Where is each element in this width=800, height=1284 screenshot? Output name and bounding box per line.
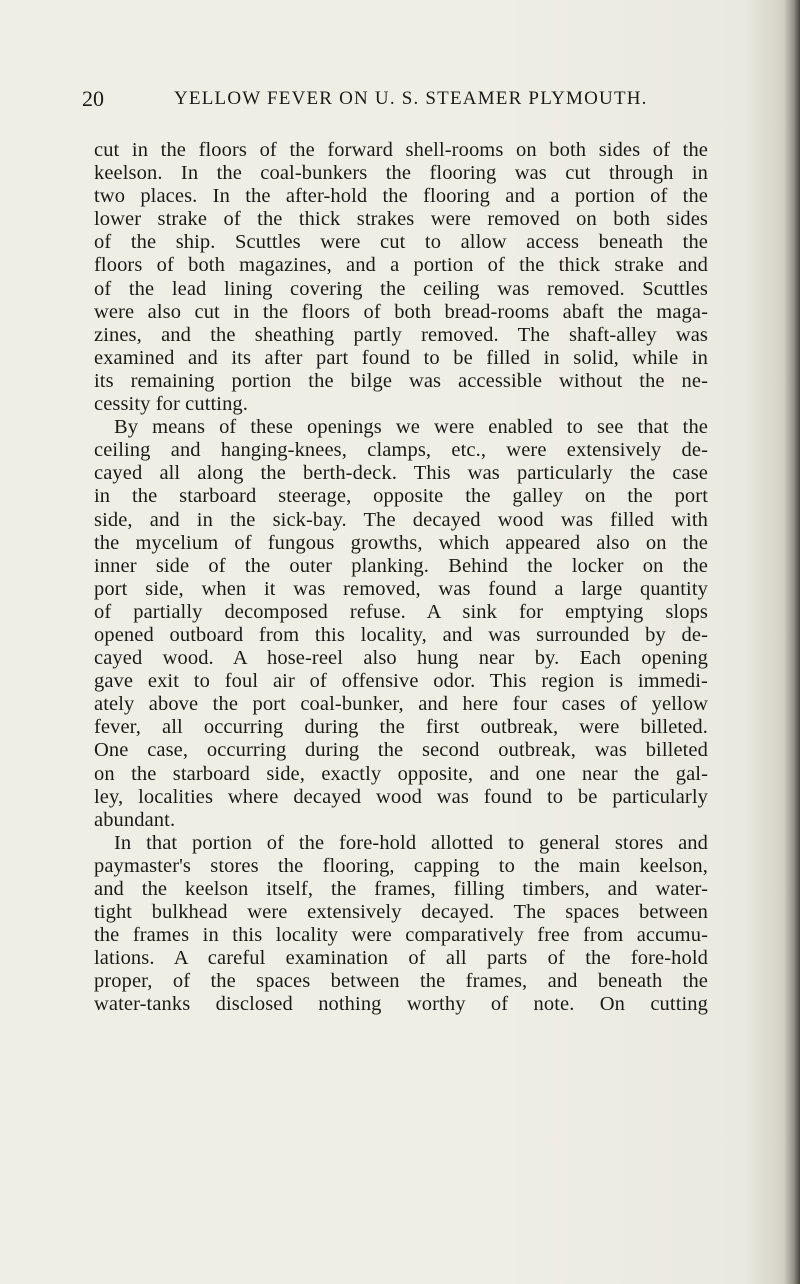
- text-line: the mycelium of fungous growths, which appeared also on the: [94, 531, 708, 554]
- text-line: fever, all occurring during the first outbreak, were billeted.: [94, 716, 708, 739]
- text-line: keelson. In the coal-bunkers the flooring was cut through in: [94, 162, 708, 185]
- text-line: side, and in the sick-bay. The decayed wood was filled with: [94, 508, 708, 531]
- text-line: proper, of the spaces between the frames, and beneath the: [94, 970, 708, 993]
- running-head: [82, 86, 714, 116]
- text-line: floors of both magazines, and a portion of the thick strake and: [94, 254, 708, 277]
- text-line: paymaster's stores the flooring, capping to the main keelson,: [94, 854, 708, 877]
- text-line: ceiling and hanging-knees, clamps, etc., were extensively de-: [94, 439, 708, 462]
- text-line: cayed all along the berth-deck. This was particularly the case: [94, 462, 708, 485]
- text-line: on the starboard side, exactly opposite, and one near the gal-: [94, 762, 708, 785]
- text-line: lower strake of the thick strakes were removed on both sides: [94, 208, 708, 231]
- text-line: ately above the port coal-bunker, and here four cases of yellow: [94, 693, 708, 716]
- text-line: the frames in this locality were comparatively free from accumu-: [94, 924, 708, 947]
- text-line: in the starboard steerage, opposite the galley on the port: [94, 485, 708, 508]
- text-line: of partially decomposed refuse. A sink for emptying slops: [94, 600, 708, 623]
- text-line: examined and its after part found to be filled in solid, while in: [94, 346, 708, 369]
- text-line: gave exit to foul air of offensive odor. This region is immedi-: [94, 670, 708, 693]
- text-line: By means of these openings we were enabled to see that the: [114, 416, 708, 439]
- text-line: zines, and the sheathing partly removed. The shaft-alley was: [94, 323, 708, 346]
- text-line: were also cut in the floors of both bread-rooms abaft the maga-: [94, 300, 708, 323]
- text-line: cessity for cutting.: [94, 393, 249, 416]
- page-number: 20: [82, 86, 104, 111]
- body-text: [94, 139, 708, 1017]
- text-line: ley, localities where decayed wood was found to be particularly: [94, 785, 708, 808]
- text-line: its remaining portion the bilge was accessible without the ne-: [94, 369, 708, 392]
- text-line: of the ship. Scuttles were cut to allow access beneath the: [94, 231, 708, 254]
- text-line: two places. In the after-hold the flooring and a portion of the: [94, 185, 708, 208]
- text-line: cut in the floors of the forward shell-rooms on both sides of the: [94, 139, 708, 161]
- text-line: One case, occurring during the second outbreak, was billeted: [94, 739, 708, 762]
- text-line: abundant.: [94, 808, 176, 831]
- text-line: lations. A careful examination of all parts of the fore-hold: [94, 947, 708, 970]
- text-line: water-tanks disclosed nothing worthy of note. On cutting: [94, 993, 708, 1016]
- text-line: inner side of the outer planking. Behind the locker on the: [94, 554, 708, 577]
- text-line: In that portion of the fore-hold allotted to general stores and: [114, 831, 708, 854]
- page-edge-shadow: [784, 0, 800, 1284]
- text-line: cayed wood. A hose-reel also hung near by. Each opening: [94, 647, 708, 670]
- text-line: and the keelson itself, the frames, filling timbers, and water-: [94, 878, 708, 900]
- text-line: port side, when it was removed, was found a large quantity: [94, 577, 708, 600]
- running-head-title: YELLOW FEVER ON U. S. STEAMER PLYMOUTH.: [174, 88, 648, 109]
- text-line: opened outboard from this locality, and was surrounded by de-: [94, 623, 708, 646]
- text-line: of the lead lining covering the ceiling was removed. Scuttles: [94, 277, 708, 300]
- text-line: tight bulkhead were extensively decayed. The spaces between: [94, 901, 708, 924]
